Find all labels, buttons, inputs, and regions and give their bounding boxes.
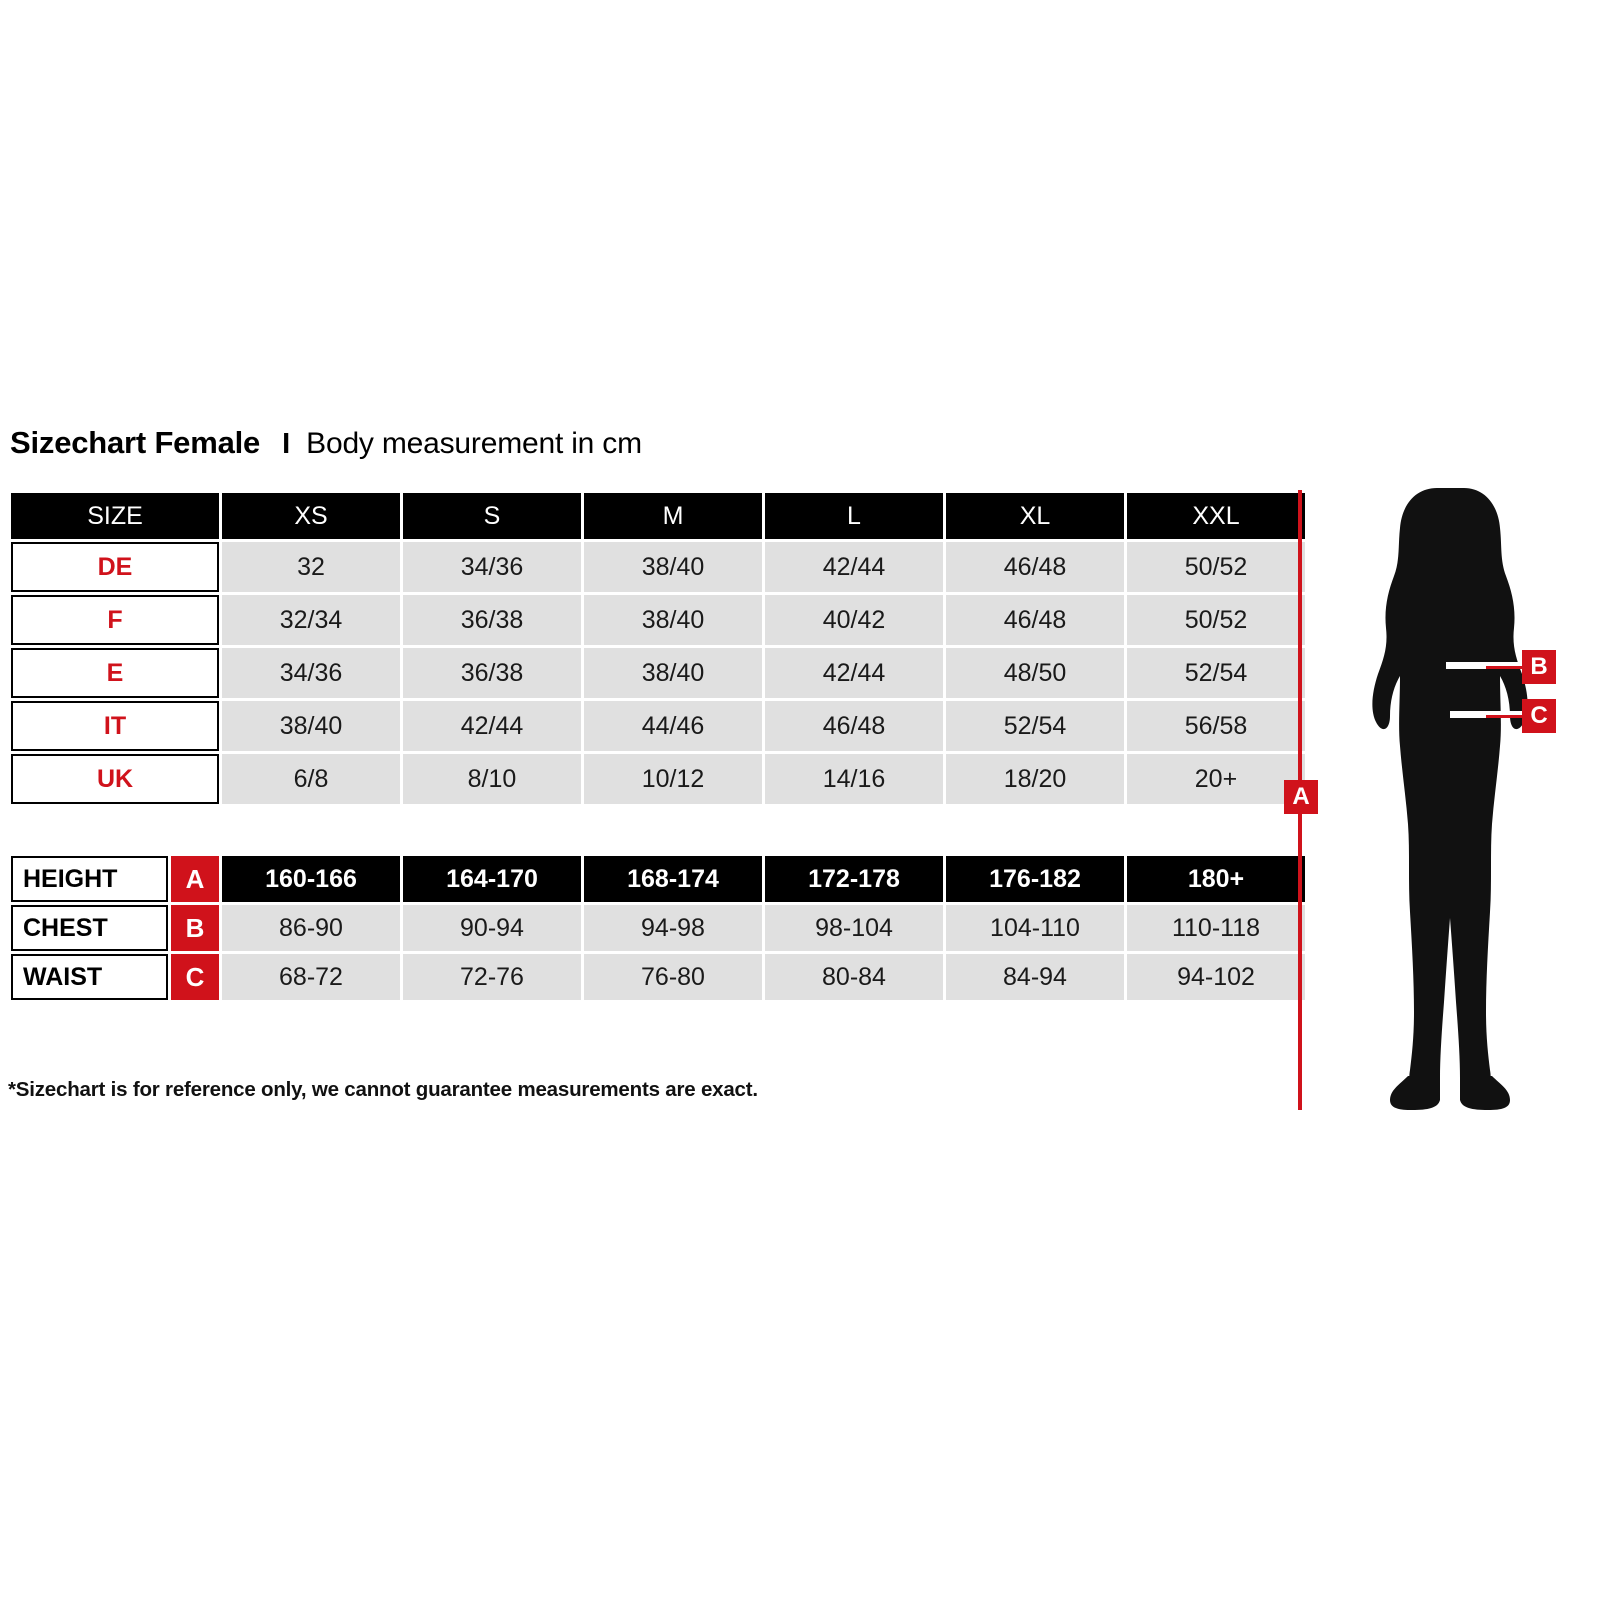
title-main: Sizechart Female — [10, 425, 261, 460]
cell-it-xs: 38/40 — [222, 701, 400, 751]
marker-a-tag: A — [171, 856, 219, 902]
row-label-de: DE — [11, 542, 219, 592]
sizechart-table-wrapper — [8, 490, 1288, 1003]
cell-de-xs: 32 — [222, 542, 400, 592]
cell-waist-m: 76-80 — [584, 954, 762, 1000]
waist-leader-line — [1486, 715, 1524, 718]
cell-chest-s: 90-94 — [403, 905, 581, 951]
title-subtitle: Body measurement in cm — [306, 427, 642, 460]
title-separator: I — [282, 428, 291, 460]
sizechart-table — [8, 490, 1308, 1003]
cell-height-m: 168-174 — [584, 856, 762, 902]
row-label-it: IT — [11, 701, 219, 751]
body-figure-area — [1290, 480, 1590, 1120]
cell-e-l: 42/44 — [765, 648, 943, 698]
column-header-xxl: XXL — [1127, 493, 1305, 539]
female-silhouette-icon — [1328, 480, 1548, 1120]
cell-uk-xs: 6/8 — [222, 754, 400, 804]
cell-e-xxl: 52/54 — [1127, 648, 1305, 698]
row-label-height — [11, 856, 219, 902]
cell-it-s: 42/44 — [403, 701, 581, 751]
marker-a-figure: A — [1284, 780, 1318, 814]
row-label-chest — [11, 905, 219, 951]
cell-chest-xl: 104-110 — [946, 905, 1124, 951]
cell-uk-s: 8/10 — [403, 754, 581, 804]
marker-b-figure: B — [1522, 650, 1556, 684]
footnote: *Sizechart is for reference only, we cannot guarantee measurements are exact. — [8, 1078, 758, 1101]
cell-uk-xxl: 20+ — [1127, 754, 1305, 804]
row-label-e: E — [11, 648, 219, 698]
cell-waist-s: 72-76 — [403, 954, 581, 1000]
cell-height-xl: 176-182 — [946, 856, 1124, 902]
cell-height-xs: 160-166 — [222, 856, 400, 902]
cell-chest-l: 98-104 — [765, 905, 943, 951]
table-row — [11, 954, 1305, 1000]
table-row — [11, 648, 1305, 698]
cell-height-l: 172-178 — [765, 856, 943, 902]
column-header-l: L — [765, 493, 943, 539]
cell-e-s: 36/38 — [403, 648, 581, 698]
row-label-uk: UK — [11, 754, 219, 804]
cell-waist-xs: 68-72 — [222, 954, 400, 1000]
column-header-xl: XL — [946, 493, 1124, 539]
table-header-row — [11, 493, 1305, 539]
cell-f-xxl: 50/52 — [1127, 595, 1305, 645]
cell-it-l: 46/48 — [765, 701, 943, 751]
marker-b-tag: B — [171, 905, 219, 951]
row-label-chest-text: CHEST — [11, 905, 168, 951]
row-label-f: F — [11, 595, 219, 645]
cell-f-m: 38/40 — [584, 595, 762, 645]
cell-it-xxl: 56/58 — [1127, 701, 1305, 751]
cell-uk-m: 10/12 — [584, 754, 762, 804]
table-row — [11, 856, 1305, 902]
cell-f-xl: 46/48 — [946, 595, 1124, 645]
cell-chest-m: 94-98 — [584, 905, 762, 951]
cell-e-m: 38/40 — [584, 648, 762, 698]
cell-height-s: 164-170 — [403, 856, 581, 902]
cell-chest-xxl: 110-118 — [1127, 905, 1305, 951]
cell-f-xs: 32/34 — [222, 595, 400, 645]
column-header-size: SIZE — [11, 493, 219, 539]
cell-e-xl: 48/50 — [946, 648, 1124, 698]
chest-leader-line — [1486, 666, 1524, 669]
cell-de-xxl: 50/52 — [1127, 542, 1305, 592]
cell-uk-xl: 18/20 — [946, 754, 1124, 804]
cell-it-m: 44/46 — [584, 701, 762, 751]
cell-de-xl: 46/48 — [946, 542, 1124, 592]
table-row — [11, 542, 1305, 592]
page-title — [10, 425, 642, 461]
cell-de-l: 42/44 — [765, 542, 943, 592]
table-row — [11, 595, 1305, 645]
marker-c-tag: C — [171, 954, 219, 1000]
cell-it-xl: 52/54 — [946, 701, 1124, 751]
cell-f-s: 36/38 — [403, 595, 581, 645]
cell-de-m: 38/40 — [584, 542, 762, 592]
marker-c-figure: C — [1522, 699, 1556, 733]
row-label-waist — [11, 954, 219, 1000]
table-row — [11, 701, 1305, 751]
cell-de-s: 34/36 — [403, 542, 581, 592]
row-label-height-text: HEIGHT — [11, 856, 168, 902]
cell-waist-xl: 84-94 — [946, 954, 1124, 1000]
column-header-m: M — [584, 493, 762, 539]
cell-f-l: 40/42 — [765, 595, 943, 645]
column-header-s: S — [403, 493, 581, 539]
column-header-xs: XS — [222, 493, 400, 539]
cell-chest-xs: 86-90 — [222, 905, 400, 951]
cell-e-xs: 34/36 — [222, 648, 400, 698]
cell-waist-xxl: 94-102 — [1127, 954, 1305, 1000]
table-row — [11, 754, 1305, 804]
cell-uk-l: 14/16 — [765, 754, 943, 804]
cell-waist-l: 80-84 — [765, 954, 943, 1000]
table-row — [11, 905, 1305, 951]
row-label-waist-text: WAIST — [11, 954, 168, 1000]
table-spacer — [11, 807, 1305, 853]
cell-height-xxl: 180+ — [1127, 856, 1305, 902]
